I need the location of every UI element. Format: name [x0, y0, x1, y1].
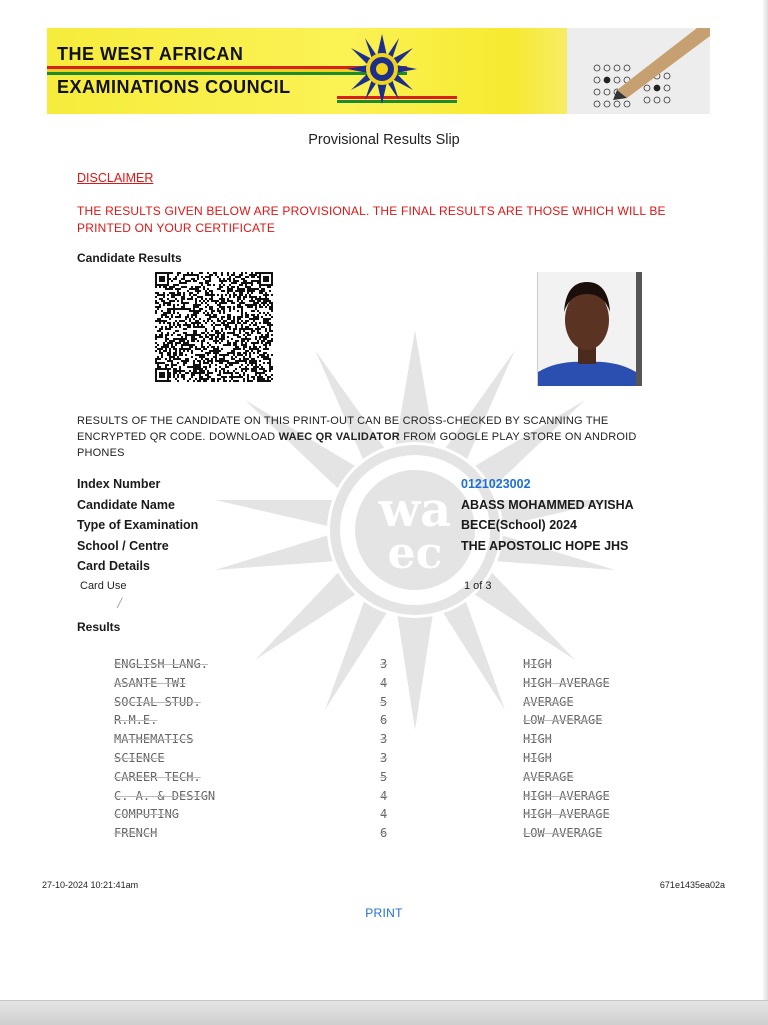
- grade-cell: 4: [380, 807, 388, 822]
- results-heading: Results: [77, 620, 121, 634]
- page-bottom-edge: [0, 1000, 768, 1025]
- qr-code-image: [155, 272, 273, 382]
- grade-cell: 4: [380, 675, 388, 690]
- svg-text:wa: wa: [378, 482, 452, 538]
- remark-cell: HIGH AVERAGE: [523, 807, 610, 822]
- grade-cell: 6: [380, 713, 388, 728]
- grade-cell: 6: [380, 826, 388, 841]
- table-row: [114, 657, 654, 676]
- table-row: [114, 676, 654, 695]
- subject-cell: COMPUTING: [114, 807, 180, 822]
- subject-cell: ASANTE TWI: [114, 675, 187, 690]
- subject-cell: C. A. & DESIGN: [114, 788, 216, 803]
- table-row: [114, 732, 654, 751]
- grade-cell: 5: [380, 769, 388, 784]
- table-row: [114, 770, 654, 789]
- svg-text:ec: ec: [387, 528, 443, 579]
- subject-cell: R.M.E.: [114, 713, 158, 728]
- remark-cell: HIGH AVERAGE: [523, 788, 610, 803]
- qr-instructions: RESULTS OF THE CANDIDATE ON THIS PRINT-OUT CAN BE CROSS-CHECKED BY SCANNING THE ENCRYPTED QR CODE. DOWNLOAD WAEC QR VALIDATOR FROM GOOGLE PLAY STORE ON ANDROID PHONES: [77, 415, 637, 459]
- table-row: [114, 826, 654, 845]
- school-value: THE APOSTOLIC HOPE JHS: [461, 539, 629, 553]
- school-label: School / Centre: [77, 539, 169, 553]
- grade-cell: 5: [380, 694, 388, 709]
- waec-header-banner: [47, 28, 710, 114]
- subject-cell: SOCIAL STUD.: [114, 694, 201, 709]
- document-hash: 671e1435ea02a: [659, 880, 725, 890]
- subject-cell: CAREER TECH.: [114, 769, 201, 784]
- grade-cell: 3: [380, 657, 388, 671]
- grade-cell: 3: [380, 732, 388, 747]
- print-button[interactable]: PRINT: [365, 906, 403, 920]
- remark-cell: AVERAGE: [523, 769, 574, 784]
- waec-seal-icon: [347, 34, 417, 104]
- card-use-value: 1 of 3: [464, 580, 492, 592]
- subject-cell: ENGLISH LANG.: [114, 657, 208, 671]
- remark-cell: LOW AVERAGE: [523, 826, 603, 841]
- disclaimer-label: DISCLAIMER: [77, 171, 154, 185]
- subject-cell: FRENCH: [114, 826, 158, 841]
- remark-cell: LOW AVERAGE: [523, 713, 603, 728]
- table-row: [114, 695, 654, 714]
- page-title: Provisional Results Slip: [308, 132, 460, 148]
- remark-cell: HIGH: [523, 732, 552, 747]
- candidate-name-value: ABASS MOHAMMED AYISHA: [461, 498, 634, 512]
- table-row: [114, 807, 654, 826]
- candidate-photo: [537, 272, 642, 386]
- exam-type-label: Type of Examination: [77, 518, 199, 532]
- card-details-label: Card Details: [77, 559, 150, 573]
- index-number-value: 0121023002: [461, 477, 531, 491]
- page-right-edge: [762, 0, 768, 1000]
- remark-cell: HIGH: [523, 751, 552, 765]
- card-use-label: Card Use: [80, 580, 127, 592]
- print-timestamp: 27-10-2024 10:21:41am: [42, 880, 139, 890]
- grade-cell: 4: [380, 788, 388, 803]
- qr-validator-app-name: WAEC QR VALIDATOR: [278, 431, 400, 443]
- remark-cell: HIGH: [523, 657, 552, 671]
- disclaimer-text: THE RESULTS GIVEN BELOW ARE PROVISIONAL. THE FINAL RESULTS ARE THOSE WHICH WILL BE PRINTED ON YOUR CERTIFICATE: [77, 204, 666, 235]
- table-row: [114, 789, 654, 808]
- table-row: [114, 751, 654, 770]
- index-number-label: Index Number: [77, 477, 161, 491]
- pen-mark: ╱: [117, 598, 123, 608]
- answer-sheet-pencil-image: [567, 28, 710, 114]
- remark-cell: HIGH AVERAGE: [523, 675, 610, 690]
- candidate-name-label: Candidate Name: [77, 498, 175, 512]
- exam-type-value: BECE(School) 2024: [461, 518, 578, 532]
- remark-cell: AVERAGE: [523, 694, 574, 709]
- subject-cell: SCIENCE: [114, 751, 165, 765]
- banner-title-line1: THE WEST AFRICAN: [57, 44, 244, 64]
- candidate-results-heading: Candidate Results: [77, 251, 182, 265]
- table-row: [114, 713, 654, 732]
- grade-cell: 3: [380, 751, 388, 765]
- banner-title-line2: EXAMINATIONS COUNCIL: [57, 77, 291, 97]
- subject-cell: MATHEMATICS: [114, 732, 194, 747]
